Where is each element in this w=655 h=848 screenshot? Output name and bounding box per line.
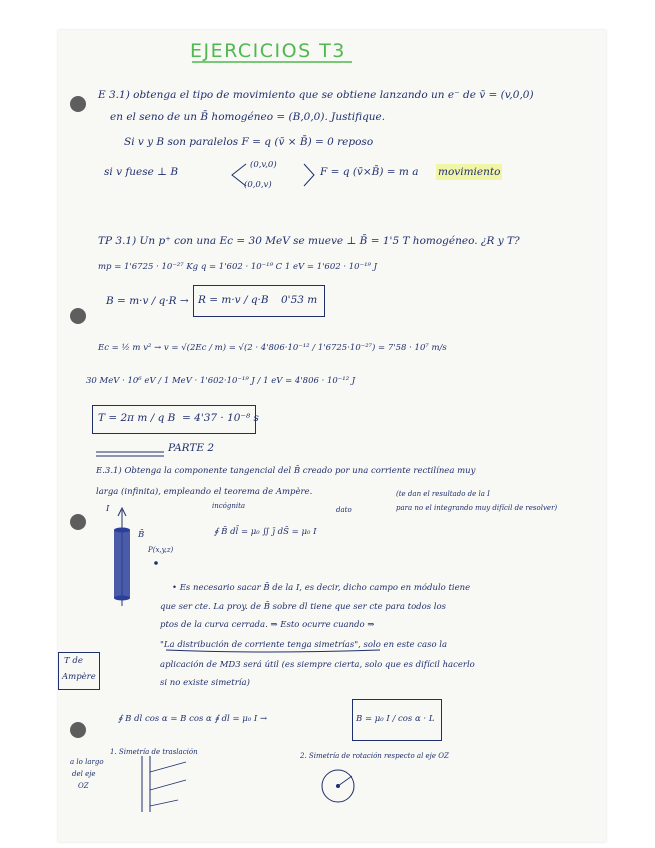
axis-note-3: OZ: [78, 782, 89, 790]
e31a-vec1: (0,v,0): [250, 160, 277, 170]
tp31-B-equation: B = m·v / q·R →: [106, 295, 189, 307]
e31a-line2: en el seno de un B̄ homogéneo = (B,0,0). Justifique.: [110, 111, 386, 123]
wire-current-label: I: [106, 504, 110, 514]
ampere-law: ∮ B̄ dl̄ = μ₀ ∬ j̄ dS̄ = μ₀ I: [214, 527, 317, 537]
symmetry-translation: 1. Simetría de traslación: [110, 748, 198, 756]
wire-body: [114, 530, 130, 598]
wire-bottom: [114, 596, 130, 601]
e31b-p2: que ser cte. La proy. de B̄ sobre dl tiene que ser cte para todos los: [160, 602, 447, 612]
axis-note-2: del eje: [72, 770, 96, 778]
e31b-p6: si no existe simetría): [160, 678, 250, 688]
vector-bracket-left: [232, 164, 246, 186]
axis-note-1: a lo largo: [70, 758, 104, 766]
tp31-energy-conversion: 30 MeV · 10⁶ eV / 1 MeV · 1'602·10⁻¹⁹ J / 1 eV = 4'806 · 10⁻¹² J: [86, 376, 356, 386]
translation-field-lines: [150, 762, 186, 806]
final-result: B = μ₀ I / cos α · L: [356, 714, 435, 724]
field-point: [154, 561, 158, 565]
e31a-line3: Si v y B son paralelos F = q (v̄ × B̄) = 0 reposo: [124, 136, 374, 148]
tp31-R-value: 0'53 m: [281, 294, 318, 306]
rotation-radius: [338, 776, 352, 786]
wire-top: [114, 528, 130, 533]
tp31-line2: mp = 1'6725 · 10⁻²⁷ Kg q = 1'602 · 10⁻¹⁹ C 1 eV = 1'602 · 10⁻¹⁹ J: [98, 262, 377, 272]
dato-label: dato: [336, 506, 352, 514]
vector-bracket-right: [304, 164, 314, 186]
tp31-T-equation: T = 2π m / q B: [98, 412, 176, 424]
e31b-p4: "La distribución de corriente tenga simetrías", solo en este caso la: [160, 640, 448, 650]
e31a-vec2: (0,0,v): [244, 180, 272, 190]
ampere-side-label-2: Ampère: [62, 672, 96, 682]
e31a-line4a: si v fuese ⊥ B: [104, 166, 179, 178]
page-title: EJERCICIOS T3: [190, 40, 346, 62]
e31b-p3: ptos de la curva cerrada. ⇒ Esto ocurre cuando ⇒: [160, 620, 375, 630]
wire-field-label: B̄: [138, 530, 145, 540]
e31b-note1: (te dan el resultado de la I: [396, 490, 490, 498]
tp31-T-value: = 4'37 · 10⁻⁸ s: [182, 412, 259, 424]
incognita-label: incógnita: [212, 502, 246, 510]
tp31-line1: TP 3.1) Un p⁺ con una Ec = 30 MeV se mueve ⊥ B̄ = 1'5 T homogéneo. ¿R y T?: [98, 235, 520, 247]
e31b-line1: E.3.1) Obtenga la componente tangencial del B̄ creado por una corriente rectilínea muy: [96, 466, 476, 476]
e31a-line1: E 3.1) obtenga el tipo de movimiento que se obtiene lanzando un e⁻ de v̄ = (v,0,0): [98, 89, 534, 101]
ampere-side-label-1: T de: [64, 656, 83, 666]
e31b-line2: larga (infinita), empleando el teorema de Ampère.: [96, 487, 313, 497]
e31b-p5: aplicación de MD3 será útil (es siempre cierta, solo que es difícil hacerlo: [160, 660, 475, 670]
tp31-Ec-equation: Ec = ½ m v² → v = √(2Ec / m) = √(2 · 4'806·10⁻¹² / 1'6725·10⁻²⁷) = 7'58 · 10⁷ m/s: [98, 343, 447, 353]
final-equation: ∮ B dl cos α = B cos α ∮ dl = μ₀ I →: [118, 714, 268, 724]
e31a-line4b: F = q (v̄×B̄) = m a: [320, 166, 419, 178]
e31b-p1: • Es necesario sacar B̄ de la I, es decir, dicho campo en módulo tiene: [172, 583, 471, 593]
section-heading: PARTE 2: [168, 442, 215, 454]
e31b-note2: para no el integrando muy difícil de resolver): [396, 504, 558, 512]
symmetry-rotation: 2. Simetría de rotación respecto al eje OZ: [300, 752, 449, 760]
e31a-movimiento: movimiento: [438, 166, 501, 178]
distribution-underline: [166, 650, 380, 652]
wire-point-label: P(x,y,z): [148, 546, 174, 554]
tp31-R-equation: R = m·v / q·B: [198, 294, 269, 306]
